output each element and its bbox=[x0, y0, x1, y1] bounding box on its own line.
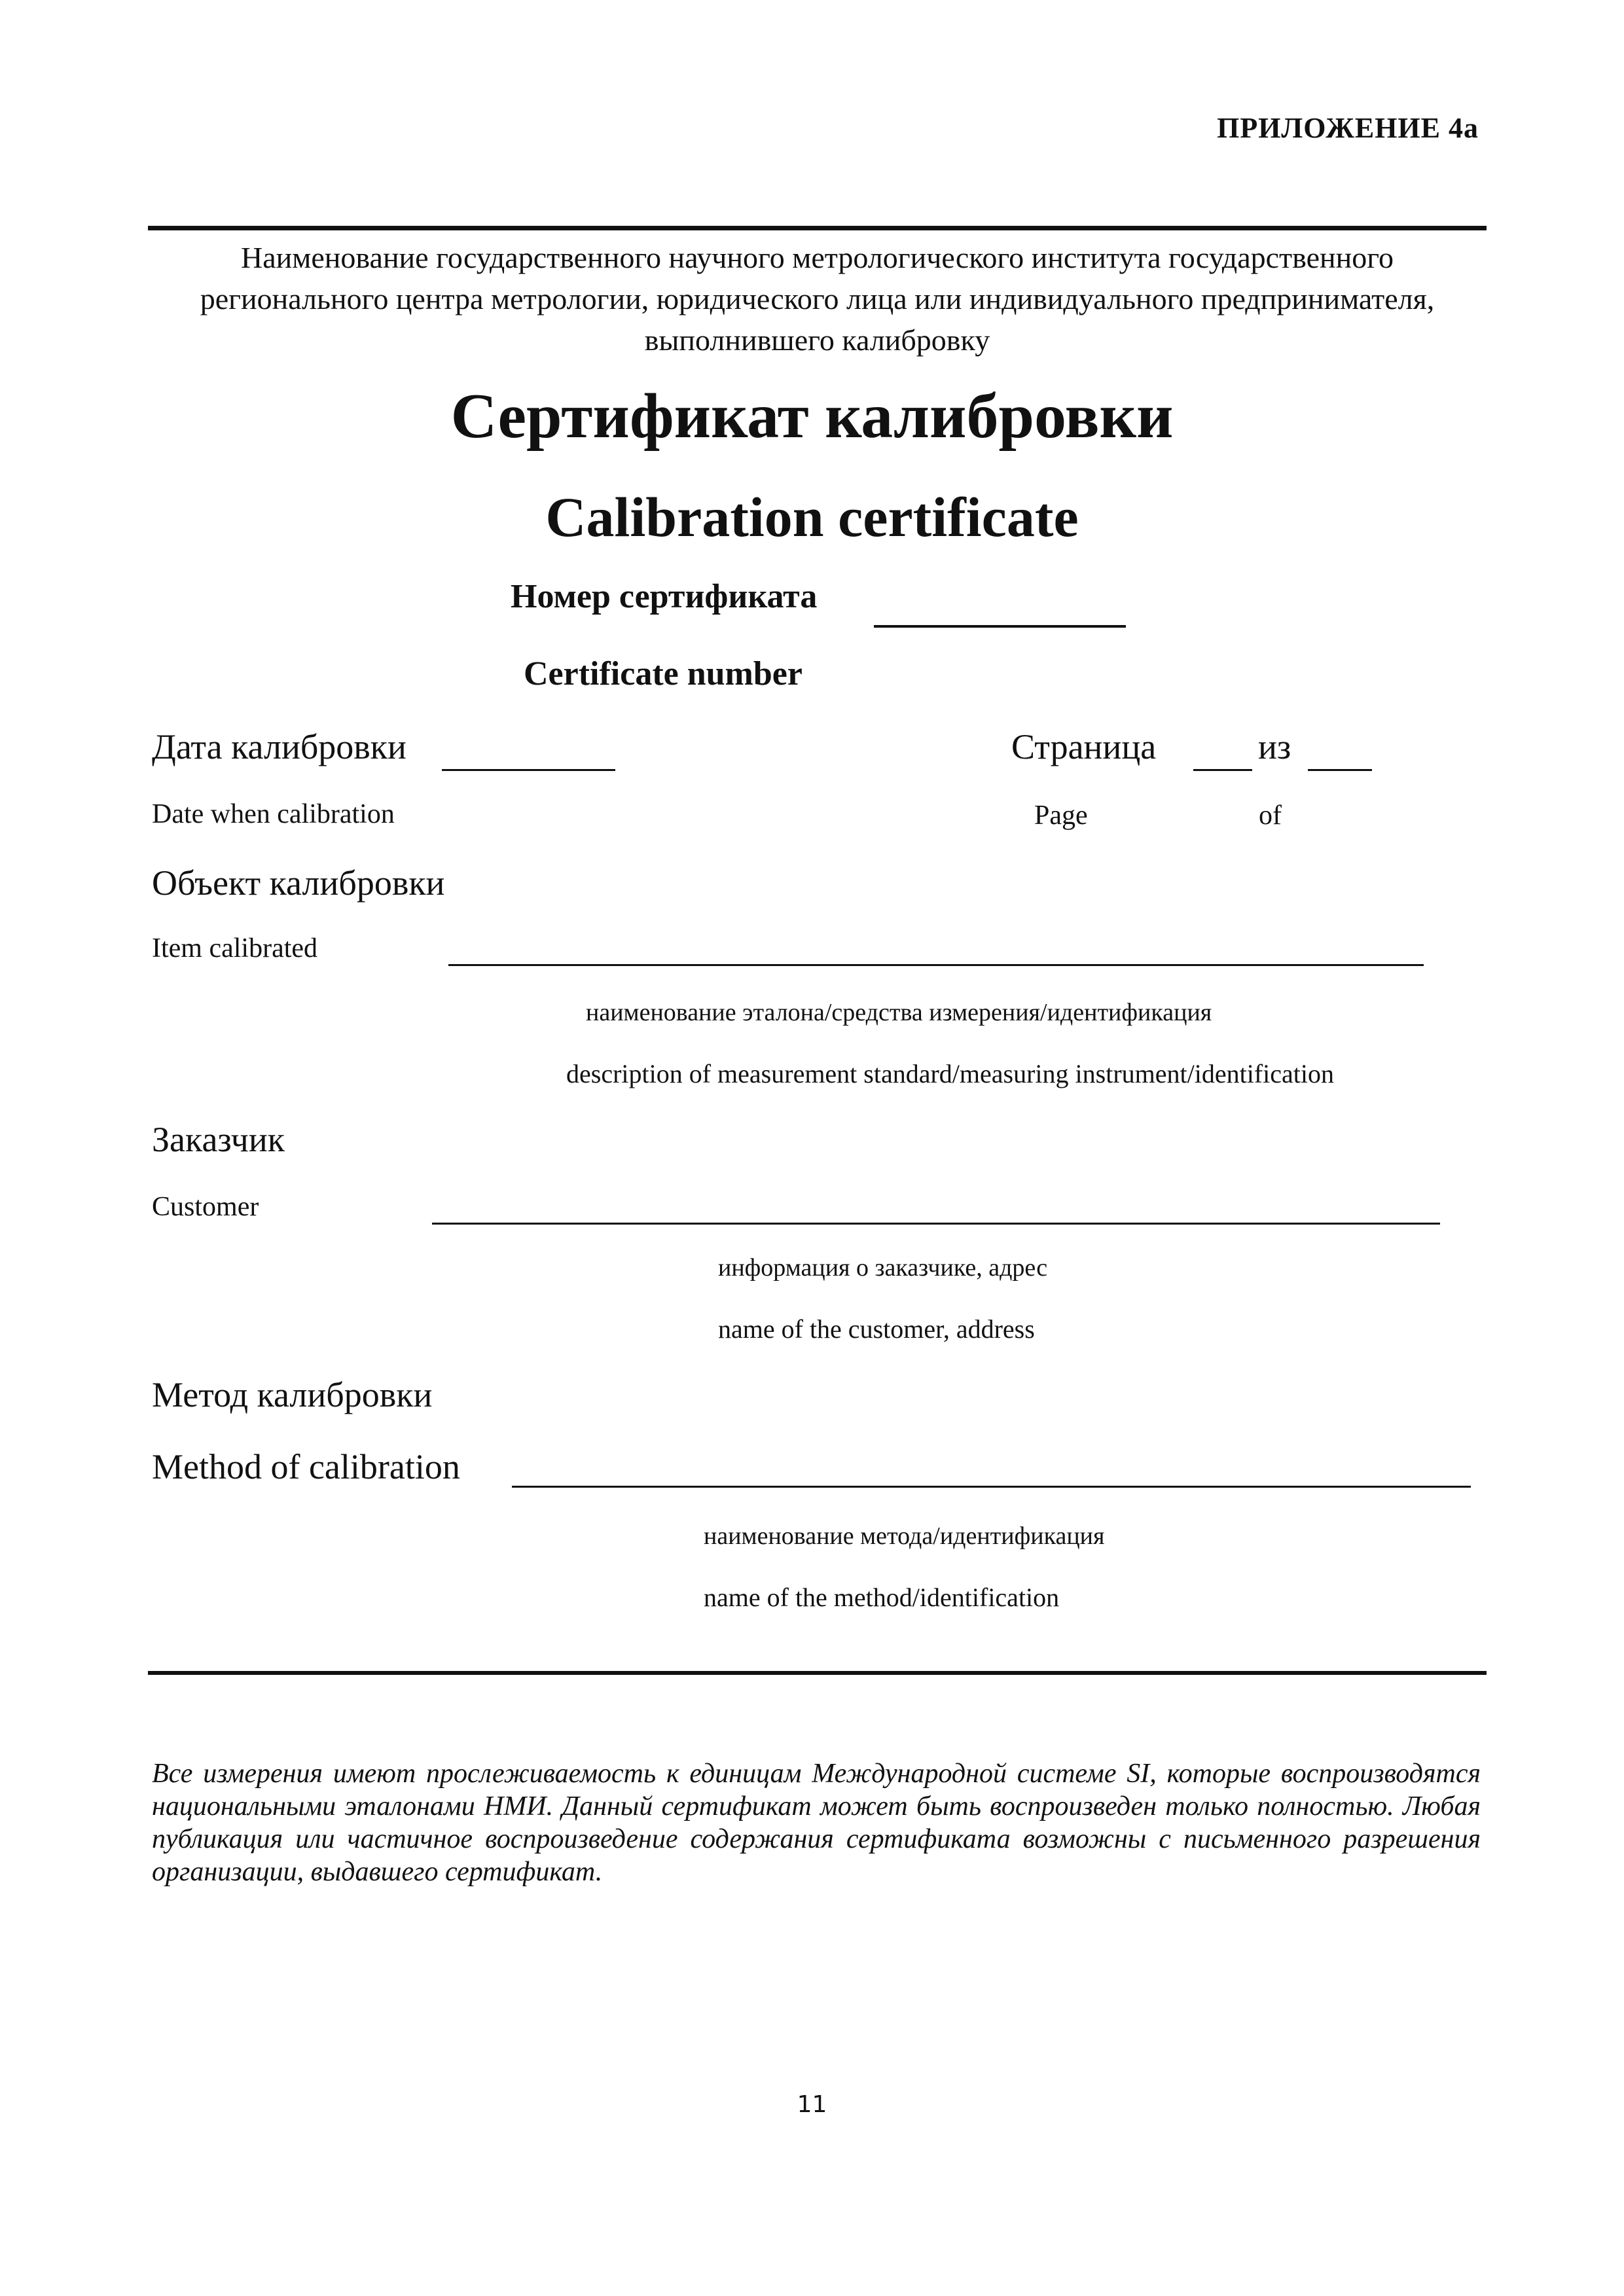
customer-field[interactable] bbox=[432, 1223, 1440, 1225]
title-russian: Сертификат калибровки bbox=[450, 381, 1174, 452]
page-label-en: Page bbox=[1034, 800, 1088, 831]
method-hint-en: name of the method/identification bbox=[704, 1583, 1060, 1612]
page-label-ru: Страница bbox=[1011, 727, 1157, 766]
method-label-ru: Метод калибровки bbox=[152, 1375, 433, 1414]
certificate-number-field[interactable] bbox=[874, 625, 1126, 628]
page-current-field[interactable] bbox=[1193, 769, 1252, 771]
customer-hint-ru: информация о заказчике, адрес bbox=[718, 1254, 1048, 1282]
traceability-note: Все измерения имеют прослеживаемость к единицам Международной системе SI, которые воспроизводятся национальными эталонами НМИ. Данный сертификат может быть воспроизведен только полностью. Любая публикация или частичное воспроизведение содержания сертификата возможны с письменного разрешения организации, выдавшего сертификат. bbox=[152, 1759, 1481, 1887]
customer-label-en: Customer bbox=[152, 1192, 259, 1222]
page-of-label-ru: из bbox=[1258, 727, 1291, 766]
customer-hint-en: name of the customer, address bbox=[718, 1314, 1035, 1344]
page-of-label-en: of bbox=[1259, 800, 1282, 831]
method-field[interactable] bbox=[512, 1486, 1471, 1488]
method-label-en: Method of calibration bbox=[152, 1447, 460, 1486]
customer-label-ru: Заказчик bbox=[152, 1120, 285, 1159]
calibration-date-field[interactable] bbox=[442, 769, 615, 771]
bottom-divider bbox=[148, 1671, 1487, 1675]
top-divider bbox=[148, 226, 1487, 230]
page-total-field[interactable] bbox=[1308, 769, 1372, 771]
method-hint-ru: наименование метода/идентификация bbox=[704, 1522, 1105, 1550]
organization-caption: Наименование государственного научного метрологического института государственного регионального центра метрологии, юридического лица или индивидуального предпринимателя, выполнившего калибровку bbox=[200, 241, 1435, 357]
item-field[interactable] bbox=[448, 964, 1424, 966]
certificate-number-label-en: Certificate number bbox=[524, 655, 803, 692]
title-english: Calibration certificate bbox=[545, 486, 1079, 548]
item-hint-ru: наименование эталона/средства измерения/идентификация bbox=[586, 999, 1212, 1026]
item-label-en: Item calibrated bbox=[152, 933, 318, 963]
certificate-number-label-ru: Номер сертификата bbox=[511, 578, 818, 615]
appendix-label: ПРИЛОЖЕНИЕ 4а bbox=[1217, 112, 1479, 144]
item-label-ru: Объект калибровки bbox=[152, 863, 445, 903]
page-number: 11 bbox=[797, 2091, 827, 2118]
calibration-date-label-en: Date when calibration bbox=[152, 799, 395, 829]
item-hint-en: description of measurement standard/measuring instrument/identification bbox=[566, 1059, 1335, 1088]
calibration-date-label-ru: Дата калибровки bbox=[152, 727, 406, 766]
